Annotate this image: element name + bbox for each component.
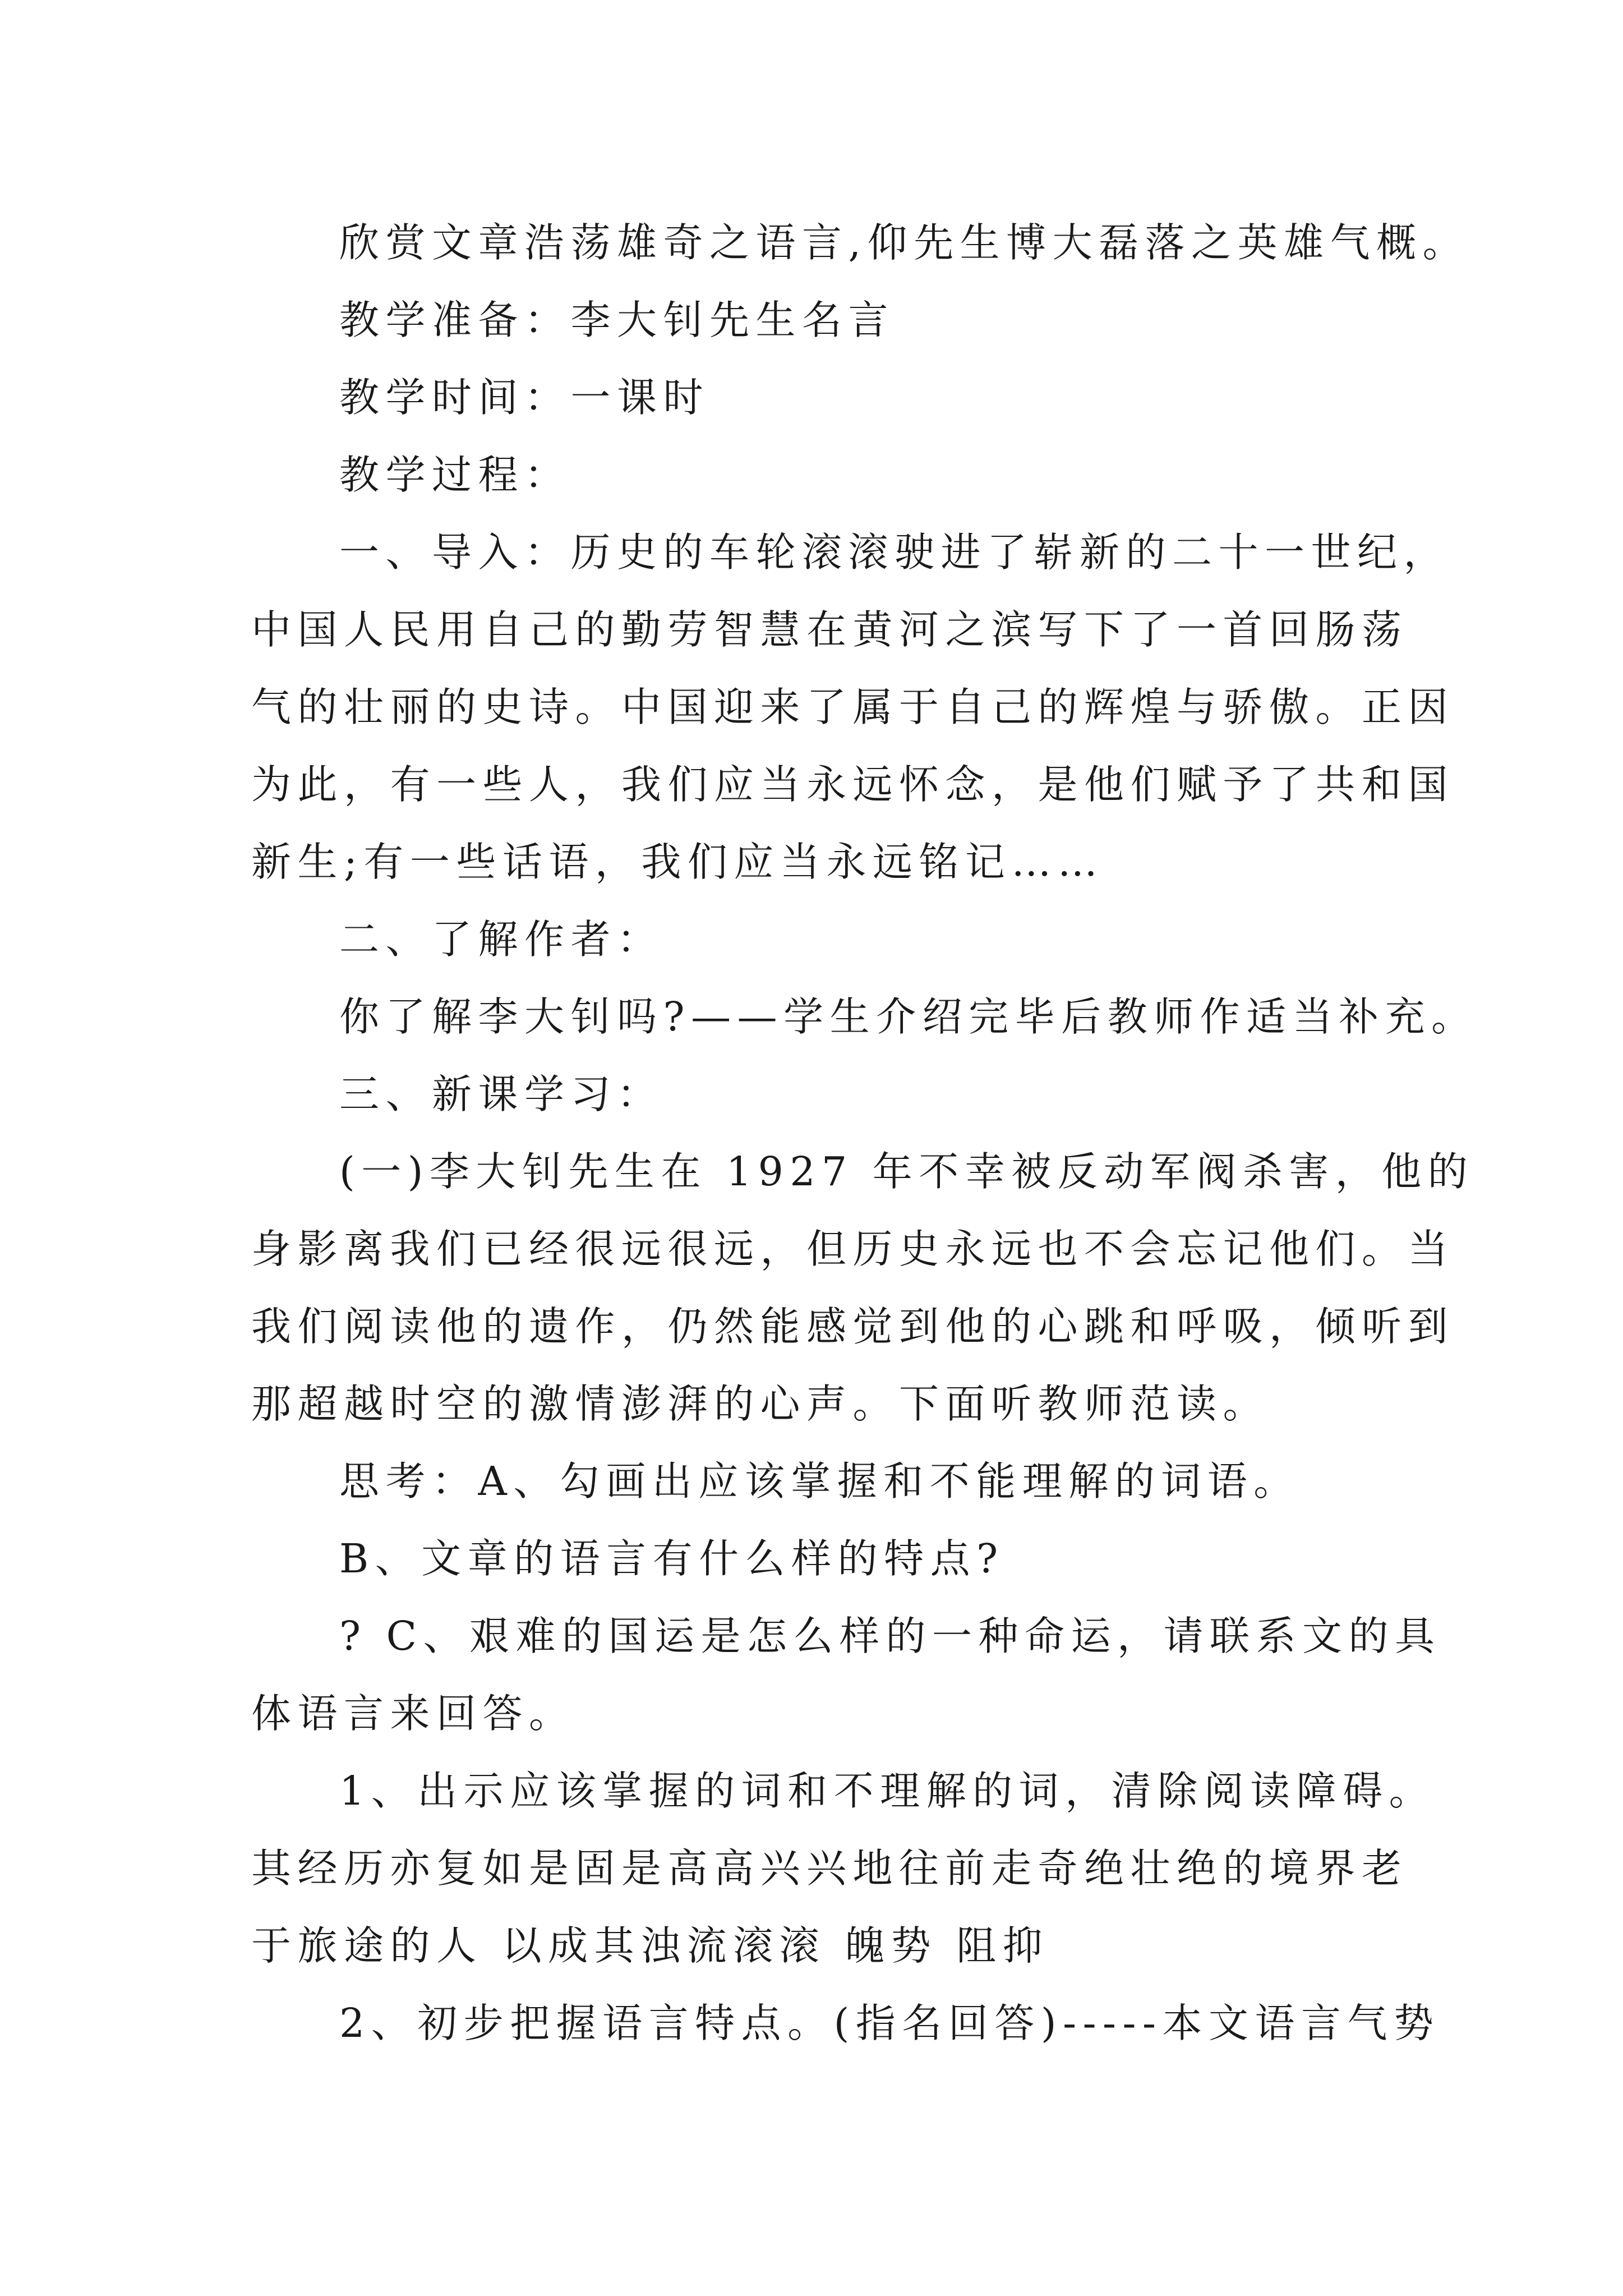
text-line-20: 体语言来回答。 [251, 1690, 575, 1737]
text-line-18: B、文章的语言有什么样的特点? [339, 1535, 1004, 1582]
text-line-22: 其经历亦复如是固是高高兴兴地往前走奇绝壮绝的境界老 [251, 1845, 1408, 1892]
text-line-13: (一)李大钊先生在 1927 年不幸被反动军阀杀害，他的 [339, 1148, 1474, 1195]
text-line-14: 身影离我们已经很远很远，但历史永远也不会忘记他们。当 [251, 1226, 1455, 1272]
text-line-6: 中国人民用自己的勤劳智慧在黄河之滨写下了一首回肠荡 [251, 606, 1408, 653]
text-line-24: 2、初步把握语言特点。(指名回答)-----本文语言气势 [339, 2000, 1440, 2046]
text-line-7: 气的壮丽的史诗。中国迎来了属于自己的辉煌与骄傲。正因 [251, 684, 1455, 730]
text-line-5: 一、导入：历史的车轮滚滚驶进了崭新的二十一世纪， [339, 529, 1450, 576]
text-line-10: 二、了解作者： [339, 916, 663, 963]
text-line-16: 那超越时空的激情澎湃的心声。下面听教师范读。 [251, 1381, 1270, 1427]
text-line-21: 1、出示应该掌握的词和不理解的词，清除阅读障碍。 [339, 1768, 1436, 1814]
text-line-12: 三、新课学习： [339, 1071, 663, 1117]
text-line-9: 新生;有一些话语，我们应当永远铭记…… [251, 839, 1104, 885]
text-line-1: 欣赏文章浩荡雄奇之语言,仰先生博大磊落之英雄气概。 [339, 219, 1469, 266]
text-line-15: 我们阅读他的遗作，仍然能感觉到他的心跳和呼吸，倾听到 [251, 1303, 1455, 1350]
text-line-3: 教学时间：一课时 [339, 374, 710, 421]
text-line-11: 你了解李大钊吗?——学生介绍完毕后教师作适当补充。 [339, 993, 1478, 1040]
text-line-23: 于旅途的人 以成其浊流滚滚 魄势 阻抑 [251, 1922, 1049, 1969]
text-line-17: 思考：A、勾画出应该掌握和不能理解的词语。 [339, 1458, 1300, 1504]
text-line-2: 教学准备：李大钊先生名言 [339, 297, 895, 343]
text-line-4: 教学过程： [339, 452, 571, 498]
text-line-19: ? C、艰难的国运是怎么样的一种命运，请联系文的具 [339, 1613, 1441, 1659]
text-line-8: 为此，有一些人，我们应当永远怀念，是他们赋予了共和国 [251, 761, 1455, 808]
